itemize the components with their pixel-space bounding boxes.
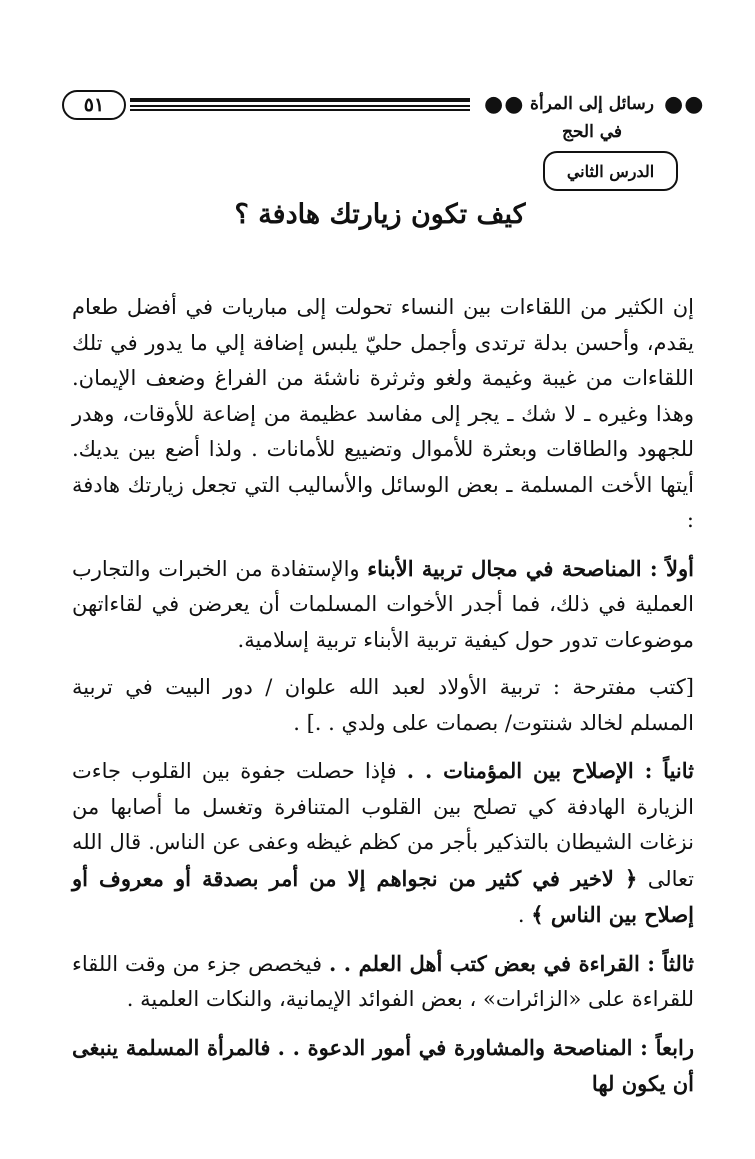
verse-end: . <box>517 903 532 927</box>
page-number: ٥١ <box>62 90 126 120</box>
first-point <box>72 551 694 659</box>
third-point-lead: ثالثاً : القراءة في بعض كتب أهل العلم . . <box>328 950 694 976</box>
third-point-text: فيخصص جزء من وقت اللقاء للقراءة على «الزائرات» ، بعض الفوائد الإيمانية، والنكات العلمية . <box>72 951 694 1011</box>
fourth-point <box>72 1030 694 1103</box>
fourth-point-text: فالمرأة المسلمة ينبغى أن يكون لها <box>72 1034 694 1096</box>
first-point-text: والإستفادة من الخبرات والتجارب العملية في ذلك، فما أجدر الأخوات المسلمات أن يعرضن في لقاءاتهن موضوعات تدور حول كيفية تربية الأبناء تربية إسلامية. <box>72 556 694 652</box>
header-dots-right: ●● <box>664 91 705 117</box>
quran-verse: ﴿ لاخير في كثير من نجواهم إلا من أمر بصدقة أو معروف أو إصلاح بين الناس ﴾ <box>72 865 694 927</box>
second-point-text: فإذا حصلت جفوة بين القلوب جاءت الزيارة الهادفة كي تصلح بين القلوب المتنافرة وتغسل ما أصابها من نزغات الشيطان بالتذكير بأجر من كظم غيظه وعفى عن الناس. قال الله تعالى <box>72 759 694 891</box>
first-point-lead: أولاً : المناصحة في مجال تربية الأبناء <box>367 555 694 581</box>
body-text <box>72 290 694 1103</box>
lesson-title: كيف تكون زيارتك هادفة ؟ <box>234 199 526 230</box>
running-header <box>62 86 705 142</box>
third-point <box>72 946 694 1018</box>
running-title: رسائل إلى المرأة في الحج <box>530 94 654 142</box>
address-text: أيتها الأخت المسلمة ـ بعض الوسائل والأساليب التي تجعل زيارتك هادفة : <box>72 472 694 532</box>
lesson-label: الدرس الثاني <box>543 151 678 191</box>
fourth-point-lead: رابعاً : المناصحة والمشاورة في أمور الدعوة . . <box>277 1034 694 1060</box>
intro-paragraph <box>72 290 694 539</box>
second-point-lead: ثانياً : الإصلاح بين المؤمنات . . <box>406 758 694 783</box>
second-point <box>72 753 694 934</box>
intro-text: إن الكثير من اللقاءات بين النساء تحولت إلى مباريات في أفضل طعام يقدم، وأحسن بدلة ترتدى وأجمل حليّ يلبس إضافة إلي ما يدور في تلك اللقاءات من غيبة وغيمة ولغو وثرثرة ناشئة من الفراغ وضعف الإيمان. وهذا وغيره ـ لا شك ـ يجر إلى مفاسد عظيمة من إضاعة للأوقات، وهدر للجهود والطاقات وبعثرة للأموال وتضييع للأمانات . ولذا أضع بين يديك. <box>72 295 694 461</box>
header-dots-left: ●● <box>484 91 525 117</box>
header-rule <box>130 98 470 112</box>
suggested-books: [كتب مفترحة : تربية الأولاد لعبد الله علوان / دور البيت في تربية المسلم لخالد شنتوت/ بصمات على ولدي . .] . <box>72 675 694 735</box>
